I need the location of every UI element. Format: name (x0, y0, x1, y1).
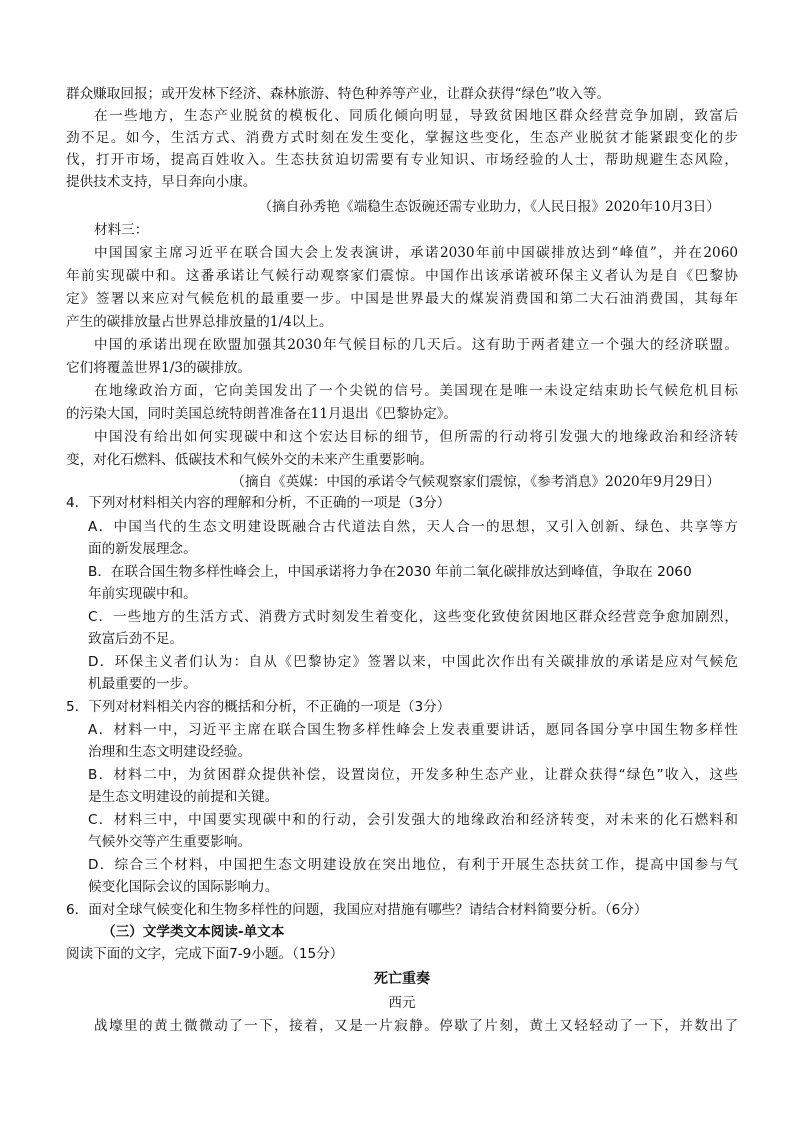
text-line: 定》签署以来应对气候危机的最重要一步。中国是世界最大的煤炭消费国和第二大石油消费国，其每年 (66, 291, 738, 307)
text-line: 变，对化石燃料、低碳技术和气候外交的未来产生重要影响。 (66, 452, 434, 468)
option-d: D．环保主义者们认为：自从《巴黎协定》签署以来，中国此次作出有关碳排放的承诺是应对气候危 (88, 654, 738, 670)
text-line: 战壕里的黄土微微动了一下，接着，又是一片寂静。停歇了片刻，黄土又轻轻动了一下，并数出了 (94, 1018, 738, 1034)
source-citation: （摘自《英媒：中国的承诺令气候观察家们震惊，《参考消息》2020年9月29日） (231, 474, 720, 490)
text-line: 在地缘政治方面，它向美国发出了一个尖锐的信号。美国现在是唯一未设定结束助长气候危机目标 (94, 383, 738, 399)
text-line: 它们将覆盖世界1/3的碳排放。 (66, 360, 252, 376)
option-b-cont: 是生态文明建设的前提和关键。 (88, 789, 279, 805)
story-title: 死亡重奏 (374, 971, 430, 987)
source-citation: （摘自孙秀艳《端稳生态饭碗还需专业助力，《人民日报》2020年10月3日） (258, 199, 720, 215)
option-c-cont: 致富后劲不足。 (88, 631, 184, 647)
option-a: A．材料一中，习近平主席在联合国生物多样性峰会上发表重要讲话，愿同各国分享中国生物多样性 (88, 722, 738, 738)
question-stem: 6．面对全球气候变化和生物多样性的问题，我国应对措施有哪些？请结合材料简要分析。（6分） (66, 902, 648, 918)
section-heading: （三）文学类文本阅读-单文本 (102, 924, 285, 940)
text-line: 产生的碳排放量占世界总排放量的1/4以上。 (66, 314, 333, 330)
option-a: A．中国当代的生态文明建设既融合古代道法自然，天人合一的思想，又引入创新、绿色、共享等方 (88, 519, 738, 535)
text-line: 提供技术支持，早日奔向小康。 (66, 174, 257, 190)
option-d: D．综合三个材料，中国把生态文明建设放在突出地位，有利于开展生态扶贫工作，提高中国参与气 (88, 857, 738, 873)
option-c: C．一些地方的生活方式、消费方式时刻发生着变化，这些变化致使贫困地区群众经营竞争愈加剧烈， (88, 609, 738, 625)
section-instruction: 阅读下面的文字，完成下面7-9小题。（15分） (66, 946, 344, 962)
text-line: 中国没有给出如何实现碳中和这个宏达目标的细节，但所需的行动将引发强大的地缘政治和经济转 (94, 429, 738, 445)
text-line: 的污染大国，同时美国总统特朗普准备在11月退出《巴黎协定》。 (66, 406, 458, 422)
question-stem: 4．下列对材料相关内容的理解和分析，不正确的一项是（3分） (66, 495, 451, 511)
material-heading: 材料三： (94, 222, 149, 238)
option-b-cont: 年前实现碳中和。 (88, 586, 197, 602)
text-line: 中国的承诺出现在欧盟加强其2030年气候目标的几天后。这有助于两者建立一个强大的经济联盟。 (94, 337, 738, 353)
option-c-cont: 气候外交等产生重要影响。 (88, 834, 252, 850)
option-b: B．在联合国生物多样性峰会上，中国承诺将力争在2030 年前二氧化碳排放达到峰值，争取在 2060 (88, 564, 692, 580)
option-d-cont: 候变化国际会议的国际影响力。 (88, 879, 279, 895)
text-line: 伐，打开市场，提高百姓收入。生态扶贫迫切需要有专业知识、市场经验的人士，帮助规避生态风险， (66, 152, 738, 168)
story-author: 西元 (388, 995, 416, 1011)
option-b: B．材料二中，为贫困群众提供补偿，设置岗位，开发多种生态产业，让群众获得“绿色”收入，这些 (88, 767, 738, 783)
text-line: 在一些地方，生态产业脱贫的模板化、同质化倾向明显，导致贫困地区群众经营竞争加剧，致富后 (94, 108, 738, 124)
text-line: 中国国家主席习近平在联合国大会上发表演讲，承诺2030年前中国碳排放达到“峰值”，并在2060 (94, 245, 738, 261)
text-line: 群众赚取回报；或开发林下经济、森林旅游、特色种养等产业，让群众获得“绿色”收入等。 (66, 86, 611, 102)
text-line: 年前实现碳中和。这番承诺让气候行动观察家们震惊。中国作出该承诺被环保主义者认为是自《巴黎协 (66, 268, 738, 284)
option-c: C．材料三中，中国要实现碳中和的行动，会引发强大的地缘政治和经济转变，对未来的化石燃料和 (88, 812, 738, 828)
option-a-cont: 面的新发展理念。 (88, 541, 197, 557)
option-d-cont: 机最重要的一步。 (88, 676, 197, 692)
question-stem: 5．下列对材料相关内容的概括和分析，不正确的一项是（3分） (66, 699, 451, 715)
option-a-cont: 治理和生态文明建设经验。 (88, 744, 252, 760)
text-line: 劲不足。如今，生活方式、消费方式时刻在发生变化，掌握这些变化，生态产业脱贫才能紧跟变化的步 (66, 130, 738, 146)
